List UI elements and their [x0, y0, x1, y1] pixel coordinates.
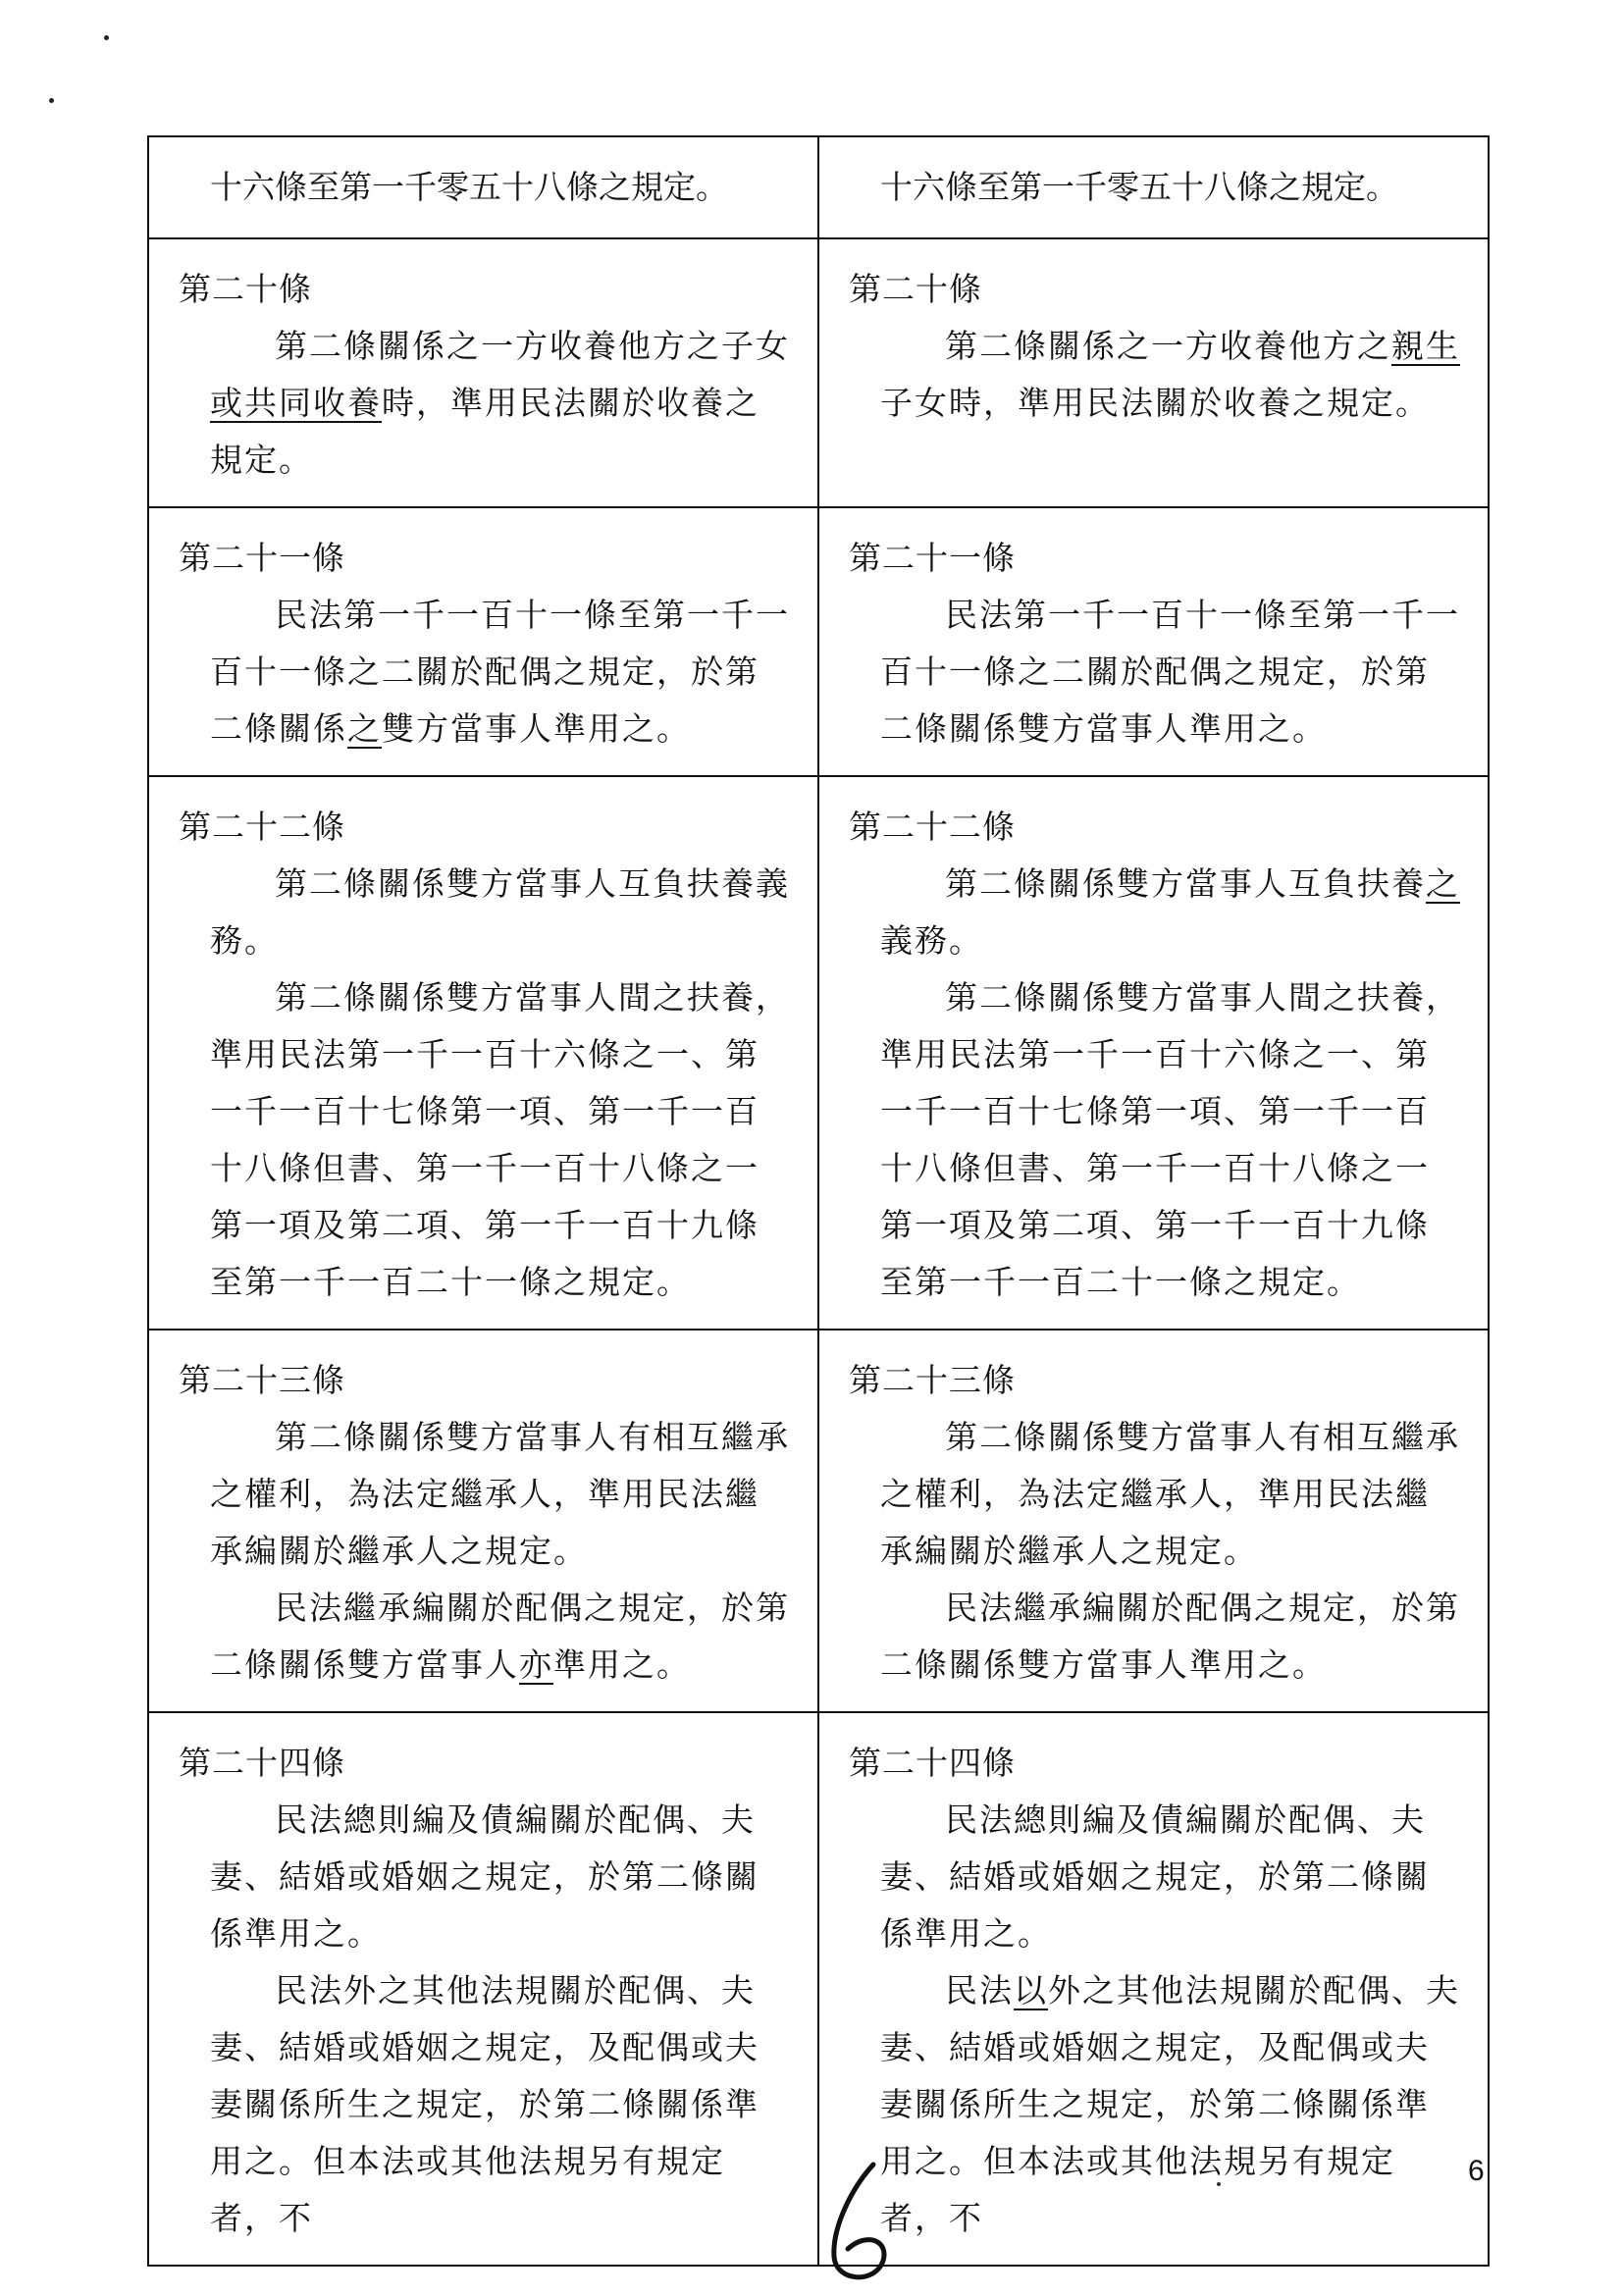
- article-paragraph: [849, 1962, 1460, 2247]
- article-heading: 第二十一條: [179, 539, 345, 577]
- text-run: 時，準用民法關於收養之規定。: [210, 384, 759, 479]
- article-heading: 第二十四條: [179, 1744, 345, 1782]
- article-paragraph: [849, 587, 1460, 757]
- article-paragraph: [849, 1580, 1460, 1694]
- table-row: [148, 507, 1489, 776]
- article-paragraph: [179, 1409, 790, 1580]
- article-paragraph: [179, 1962, 790, 2247]
- article-paragraph: [849, 1409, 1460, 1580]
- article-heading: 第二十二條: [179, 808, 345, 846]
- article-heading: 第二十條: [179, 270, 312, 308]
- text-run: 民法外之其他法規關於配偶、夫妻、結婚或婚姻之規定，及配偶或夫妻關係所生之規定，於第二條關係準用之。但本法或其他法規另有規定者，不: [210, 1971, 759, 2237]
- text-run: 第二條關係之一方收養他方之子女: [275, 327, 790, 365]
- text-run: 第二條關係之一方收養他方之: [945, 327, 1391, 365]
- comparison-table-body: [148, 136, 1489, 2266]
- original-text-cell: [818, 136, 1489, 238]
- article-heading: 第二十二條: [849, 808, 1016, 846]
- article-paragraph: [179, 318, 790, 489]
- underlined-change: 之: [347, 709, 382, 748]
- amended-text-cell: [148, 776, 818, 1330]
- scan-speck: [104, 35, 109, 40]
- text-run: 十六條至第一千零五十八條之規定。: [210, 168, 728, 206]
- article-paragraph: [849, 318, 1460, 432]
- table-row: [148, 136, 1489, 238]
- text-run: 第二條關係雙方當事人互負扶養: [945, 864, 1426, 903]
- underlined-change: 或共同收養: [210, 384, 382, 422]
- article-paragraph: [849, 856, 1460, 969]
- text-run: 第二條關係雙方當事人有相互繼承之權利，為法定繼承人，準用民法繼承編關於繼承人之規定。: [210, 1418, 790, 1570]
- text-run: 十六條至第一千零五十八條之規定。: [880, 168, 1398, 206]
- amended-text-cell: [148, 136, 818, 238]
- text-run: 民法第一千一百十一條至第一千一百十一條之二關於配偶之規定，於第二條關係: [210, 596, 790, 748]
- text-run: 義務。: [880, 921, 983, 960]
- underlined-change: 之: [1426, 864, 1460, 903]
- table-row: [148, 776, 1489, 1330]
- article-heading: 第二十一條: [849, 539, 1016, 577]
- handwritten-page-mark: [812, 2159, 920, 2286]
- article-heading: 第二十條: [849, 270, 982, 308]
- amended-text-cell: [148, 1330, 818, 1712]
- article-paragraph: [849, 969, 1460, 1311]
- original-text-cell: [818, 507, 1489, 776]
- text-run: 子女時，準用民法關於收養之規定。: [880, 384, 1430, 422]
- text-run: 第二條關係雙方當事人間之扶養，準用民法第一千一百十六條之一、第一千一百十七條第一項、第一千一百十八條但書、第一千一百十八條之一第一項及第二項、第一千一百十九條至第一千一百二十一條之規定。: [210, 978, 790, 1301]
- article-paragraph: [179, 159, 790, 216]
- amended-text-cell: [148, 1712, 818, 2266]
- article-heading: 第二十三條: [179, 1361, 345, 1399]
- text-run: 第二條關係雙方當事人間之扶養，準用民法第一千一百十六條之一、第一千一百十七條第一項、第一千一百十八條但書、第一千一百十八條之一第一項及第二項、第一千一百十九條至第一千一百二十一條之規定。: [880, 978, 1460, 1301]
- article-heading: 第二十四條: [849, 1744, 1016, 1782]
- scan-speck: [49, 98, 54, 103]
- article-paragraph: [179, 969, 790, 1311]
- text-run: 民法: [945, 1971, 1014, 2009]
- article-paragraph: [179, 1580, 790, 1694]
- article-paragraph: [179, 587, 790, 757]
- original-text-cell: [818, 238, 1489, 507]
- text-run: 外之其他法規關於配偶、夫妻、結婚或婚姻之規定，及配偶或夫妻關係所生之規定，於第二條關係準用之。但本法或其他法規另有規定者，不: [880, 1971, 1460, 2237]
- text-run: 民法總則編及債編關於配偶、夫妻、結婚或婚姻之規定，於第二條關係準用之。: [880, 1800, 1430, 1953]
- article-paragraph: [849, 159, 1460, 216]
- table-row: [148, 238, 1489, 507]
- text-run: 第二條關係雙方當事人有相互繼承之權利，為法定繼承人，準用民法繼承編關於繼承人之規定。: [880, 1418, 1460, 1570]
- article-heading: 第二十三條: [849, 1361, 1016, 1399]
- underlined-change: 亦: [519, 1645, 553, 1684]
- comparison-table: [147, 135, 1490, 2267]
- underlined-change: 親生: [1391, 327, 1460, 365]
- article-paragraph: [179, 1792, 790, 1962]
- original-text-cell: [818, 1330, 1489, 1712]
- original-text-cell: [818, 776, 1489, 1330]
- scan-speck: [1217, 2182, 1221, 2186]
- article-paragraph: [849, 1792, 1460, 1962]
- text-run: 民法第一千一百十一條至第一千一百十一條之二關於配偶之規定，於第二條關係雙方當事人準用之。: [880, 596, 1460, 748]
- text-run: 第二條關係雙方當事人互負扶養義務。: [210, 864, 790, 960]
- underlined-change: 以: [1014, 1971, 1048, 2009]
- amended-text-cell: [148, 238, 818, 507]
- text-run: 民法繼承編關於配偶之規定，於第二條關係雙方當事人準用之。: [880, 1589, 1460, 1684]
- text-run: 民法總則編及債編關於配偶、夫妻、結婚或婚姻之規定，於第二條關係準用之。: [210, 1800, 759, 1953]
- article-paragraph: [179, 856, 790, 969]
- table-row: [148, 1330, 1489, 1712]
- text-run: 民法繼承編關於配偶之規定，於第二條關係雙方當事人: [210, 1589, 790, 1684]
- page-number: 6: [1468, 2155, 1485, 2187]
- amended-text-cell: [148, 507, 818, 776]
- text-run: 準用之。: [553, 1645, 691, 1684]
- text-run: 雙方當事人準用之。: [382, 709, 691, 748]
